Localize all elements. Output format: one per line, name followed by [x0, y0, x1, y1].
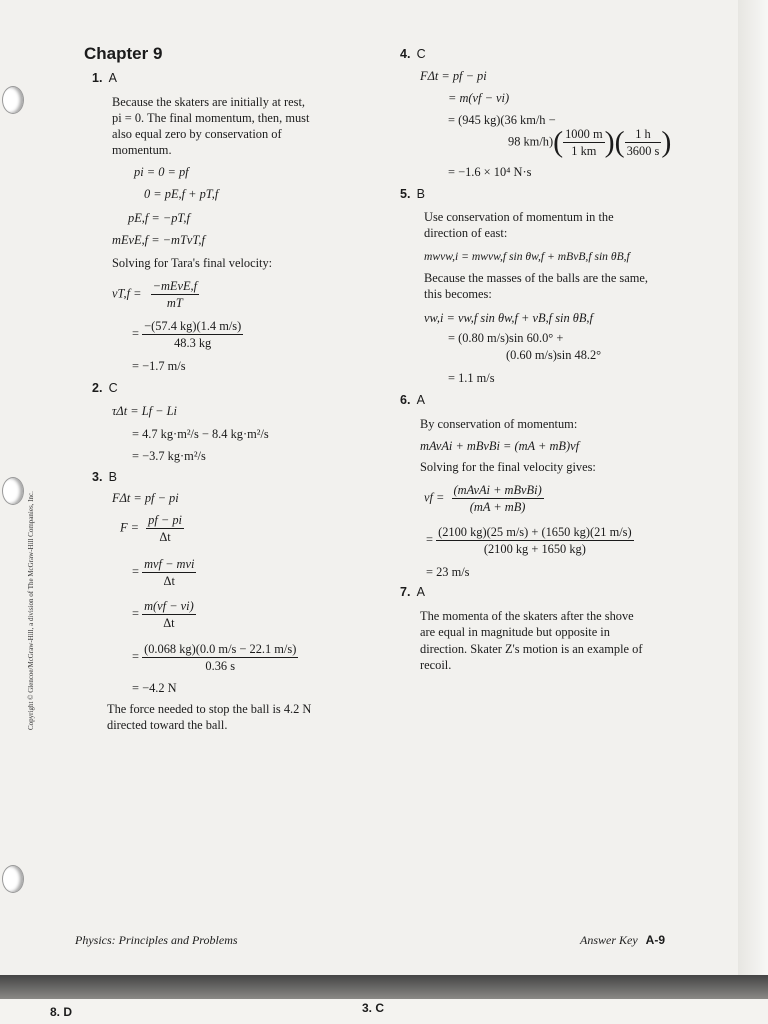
- problem-6-header: 6. A: [400, 393, 425, 407]
- problem-3-conclusion: directed toward the ball.: [107, 718, 228, 732]
- scan-shadow: [0, 975, 768, 999]
- chapter-title: Chapter 9: [84, 44, 163, 63]
- problem-1-fraction: = $\frac{-(57.4 kg)(1.4 m/s)}{48.3 kg}$: [132, 319, 242, 350]
- problem-5-text: direction of east:: [424, 226, 508, 240]
- problem-5-text: Use conservation of momentum in the: [424, 210, 614, 224]
- problem-6-text: By conservation of momentum:: [420, 417, 578, 431]
- problem-6-equation: mAvAi + mBvBi = (mA + mB)vf: [420, 439, 580, 453]
- problem-3-result: = −4.2 N: [132, 681, 177, 695]
- problem-7-header: 7. A: [400, 585, 425, 599]
- problem-2-equation: = −3.7 kg·m²/s: [132, 449, 206, 463]
- problem-4-conversion: 98 km/h)( $\frac{1000 m}{1 km}$ )( $\frac{1 h}{3600 s}$ ): [508, 125, 672, 159]
- problem-2-equation: τΔt = Lf − Li: [112, 404, 177, 418]
- problem-6-result: = 23 m/s: [426, 565, 470, 579]
- problem-2-equation: = 4.7 kg·m²/s − 8.4 kg·m²/s: [132, 427, 269, 441]
- problem-3-fraction: = $\frac{\text{mvf − mvi}}{\Delta t}$: [132, 557, 195, 588]
- problem-3-conclusion: The force needed to stop the ball is 4.2 N: [107, 702, 312, 716]
- problem-5-equation: (0.60 m/s)sin 48.2°: [506, 348, 602, 362]
- problem-5-equation: = (0.80 m/s)sin 60.0° +: [448, 331, 564, 345]
- next-page-left-item: 8. D: [50, 1005, 73, 1019]
- next-page-strip: [0, 999, 768, 1024]
- problem-1-text: pi = 0. The final momentum, then, must: [112, 111, 310, 125]
- problem-6-fraction: = $\frac{(2100 kg)(25 m/s) + (1650 kg)(21 m/s)}{(2100 kg + 1650 kg)}$: [426, 525, 632, 556]
- problem-1-equation: pE,f = −pT,f: [128, 211, 190, 225]
- problem-1-equation: pi = 0 = pf: [134, 165, 189, 179]
- problem-1-result: = −1.7 m/s: [132, 359, 186, 373]
- problem-5-equation: mwvw,i = mwvw,f sin θw,f + mBvB,f sin θB,f: [424, 250, 630, 263]
- problem-2-header: 2. C: [92, 381, 118, 395]
- problem-3-header: 3. B: [92, 470, 117, 484]
- problem-5-header: 5. B: [400, 187, 425, 201]
- problem-6-fraction: vf = $\frac{\text{(mAvAi + mBvBi)}}{(mA + mB)}$: [424, 483, 542, 514]
- problem-4-equation: = m(vf − vi): [448, 91, 510, 105]
- problem-7-text: direction. Skater Z's motion is an example of: [420, 642, 643, 656]
- problem-4-equation: FΔt = pf − pi: [420, 69, 487, 83]
- next-page-center-item: 3. C: [362, 1001, 385, 1015]
- problem-7-text: The momenta of the skaters after the shove: [420, 609, 634, 623]
- copyright-notice: Copyright © Glencoe/McGraw-Hill, a division of The McGraw-Hill Companies, Inc.: [27, 491, 35, 730]
- problem-5-equation: vw,i = vw,f sin θw,f + vB,f sin θB,f: [424, 311, 593, 325]
- page-edge: [738, 0, 768, 975]
- problem-5-text: this becomes:: [424, 287, 492, 301]
- problem-1-equation: mEvE,f = −mTvT,f: [112, 233, 205, 247]
- problem-5-result: = 1.1 m/s: [448, 371, 495, 385]
- problem-4-equation: = (945 kg)(36 km/h −: [448, 113, 556, 127]
- footer-section: Answer Key A-9: [580, 933, 665, 947]
- problem-1-header: 1. A: [92, 71, 117, 85]
- problem-5-text: Because the masses of the balls are the same,: [424, 271, 648, 285]
- page-number: A-9: [645, 933, 665, 947]
- problem-4-result: = −1.6 × 10⁴ N·s: [448, 165, 532, 179]
- problem-3-fraction: F = $\frac{pf - pi}{\Delta t}$: [120, 513, 182, 544]
- problem-4-header: 4. C: [400, 47, 426, 61]
- problem-7-text: are equal in magnitude but opposite in: [420, 625, 610, 639]
- problem-3-fraction: = $\frac{m(vf - vi)}{\Delta t}$: [132, 599, 194, 630]
- problem-3-fraction: = $\frac{(0.068 kg)(0.0 m/s - 22.1 m/s)}{0.36 s}$: [132, 642, 297, 673]
- problem-1-text: Because the skaters are initially at rest,: [112, 95, 306, 109]
- problem-1-equation: 0 = pE,f + pT,f: [144, 187, 219, 201]
- problem-1-text: also equal zero by conservation of: [112, 127, 282, 141]
- problem-6-solving-text: Solving for the final velocity gives:: [420, 460, 596, 474]
- problem-1-fraction: vT,f = $\frac{\text{−mEvE,f}}{mT}$: [112, 279, 198, 310]
- footer-book-title: Physics: Principles and Problems: [75, 933, 238, 947]
- problem-1-solving-text: Solving for Tara's final velocity:: [112, 256, 273, 270]
- problem-7-text: recoil.: [420, 658, 452, 672]
- problem-1-text: momentum.: [112, 143, 172, 157]
- problem-3-equation: FΔt = pf − pi: [112, 491, 179, 505]
